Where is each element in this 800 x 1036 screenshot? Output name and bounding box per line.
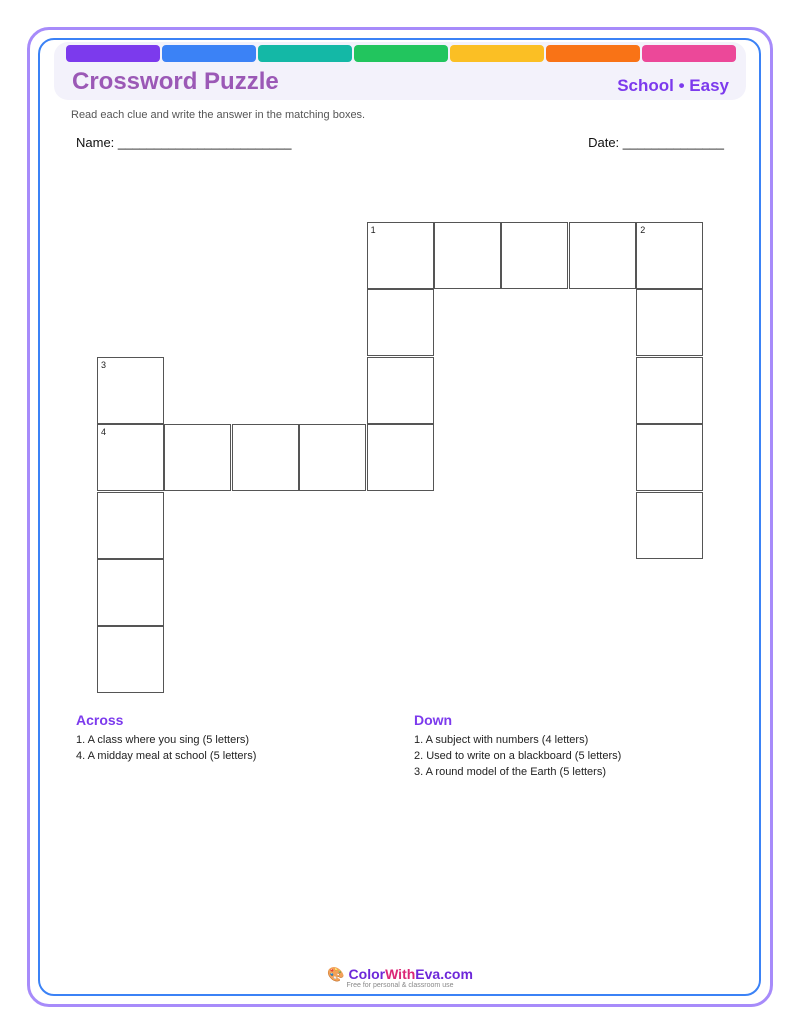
clue-number: 3 — [101, 359, 107, 370]
name-field[interactable]: Name: ________________________ — [76, 135, 292, 150]
crossword-cell[interactable] — [636, 357, 703, 424]
footer — [0, 966, 800, 989]
crossword-cell[interactable] — [97, 357, 164, 424]
footer-tagline: Free for personal & classroom use — [346, 982, 454, 989]
brand-color: Color — [348, 966, 386, 982]
instructions-text: Read each clue and write the answer in the matching boxes. — [71, 109, 366, 121]
crossword-cell[interactable] — [367, 289, 434, 356]
crossword-cell[interactable] — [636, 289, 703, 356]
across-clue: 1. A class where you sing (5 letters) — [76, 734, 250, 746]
crossword-cell[interactable] — [97, 559, 164, 626]
crossword-cell[interactable] — [97, 424, 164, 491]
brand-domain: .com — [440, 966, 473, 982]
palette-icon: 🎨 — [327, 966, 345, 982]
down-clue: 3. A round model of the Earth (5 letters) — [414, 766, 606, 778]
down-clue: 2. Used to write on a blackboard (5 letters) — [414, 750, 622, 762]
down-heading: Down — [414, 712, 453, 728]
brand-logo[interactable] — [0, 966, 800, 983]
clue-number: 2 — [640, 225, 646, 235]
date-field[interactable]: Date: ______________ — [588, 135, 724, 150]
crossword-cell[interactable] — [97, 626, 164, 693]
crossword-cell[interactable] — [501, 222, 568, 289]
topic-difficulty-tag: School • Easy — [617, 76, 729, 95]
across-heading: Across — [76, 712, 124, 728]
crossword-cell[interactable] — [367, 424, 434, 491]
across-clues — [76, 712, 256, 764]
down-clue: 1. A subject with numbers (4 letters) — [414, 734, 589, 746]
across-clue: 4. A midday meal at school (5 letters) — [76, 750, 257, 762]
clue-number: 1 — [370, 225, 376, 235]
crossword-cell[interactable] — [636, 222, 703, 289]
brand-eva: Eva — [415, 966, 441, 982]
crossword-cell[interactable] — [367, 222, 434, 289]
crossword-cell[interactable] — [232, 424, 299, 491]
crossword-cell[interactable] — [636, 492, 703, 559]
page-title: Crossword Puzzle — [72, 68, 279, 95]
down-clues — [414, 712, 621, 780]
crossword-cell[interactable] — [367, 357, 434, 424]
crossword-cell[interactable] — [569, 222, 636, 289]
crossword-cell[interactable] — [299, 424, 366, 491]
crossword-cell[interactable] — [164, 424, 231, 491]
brand-with: With — [385, 966, 416, 982]
crossword-cell[interactable] — [97, 492, 164, 559]
crossword-cell[interactable] — [434, 222, 501, 289]
clue-number: 4 — [101, 427, 107, 438]
crossword-cell[interactable] — [636, 424, 703, 491]
